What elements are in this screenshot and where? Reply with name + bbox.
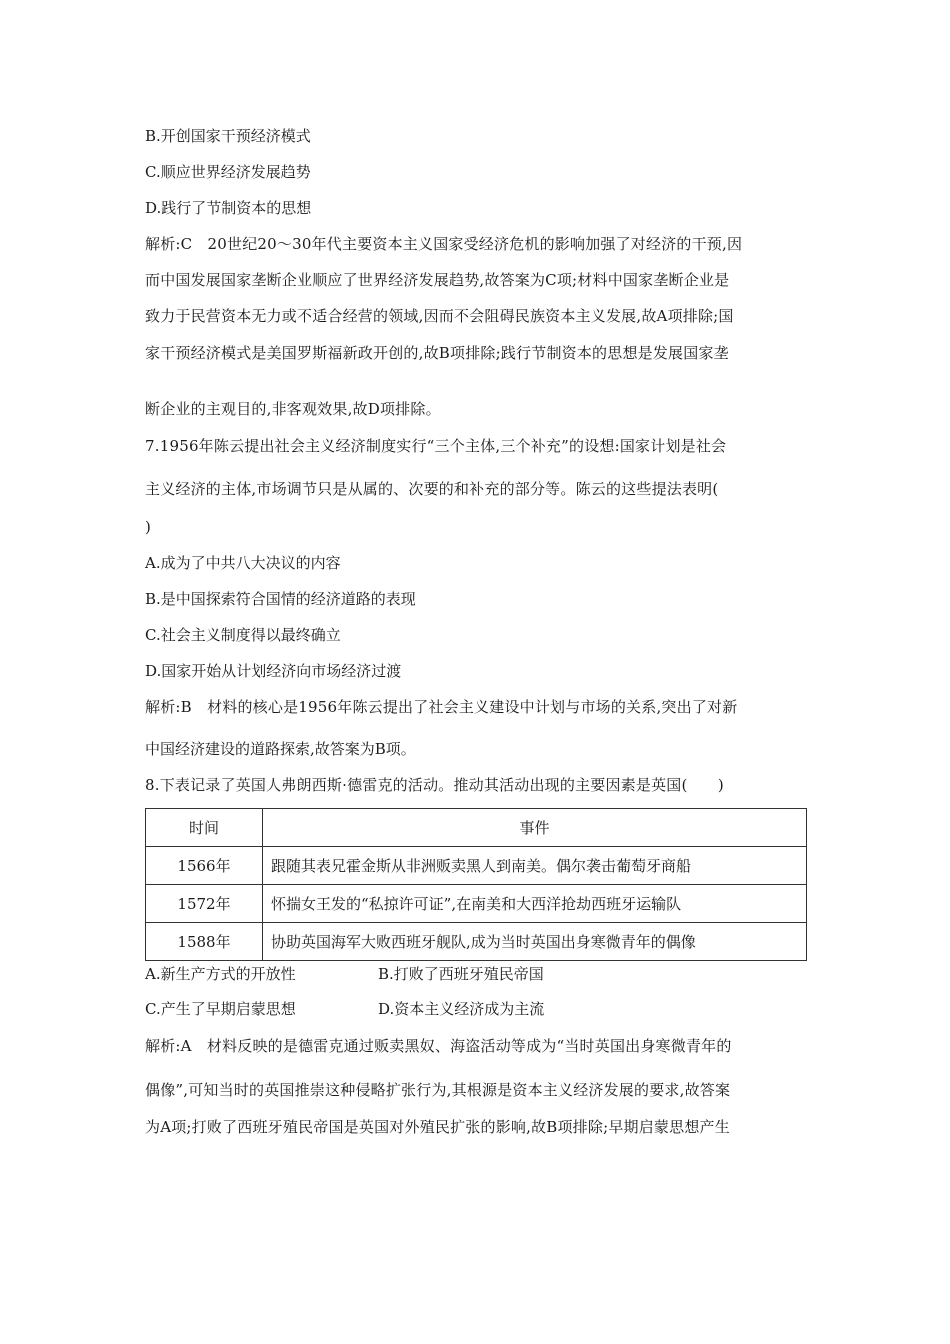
table-header-time: 时间 xyxy=(146,809,263,847)
q8-stem: 8.下表记录了英国人弗朗西斯·德雷克的活动。推动其活动出现的主要因素是英国( ) xyxy=(145,776,724,794)
table-cell-year: 1572年 xyxy=(146,885,263,923)
q7-option-a: A.成为了中共八大决议的内容 xyxy=(145,554,341,572)
q6-analysis-line: 家干预经济模式是美国罗斯福新政开创的,故B项排除;践行节制资本的思想是发展国家垄 xyxy=(145,344,729,362)
events-table xyxy=(145,808,807,961)
table-row xyxy=(146,923,807,961)
q7-stem-line: 7.1956年陈云提出社会主义经济制度实行“三个主体,三个补充”的设想:国家计划是社会 xyxy=(145,437,727,455)
q8-option-c: C.产生了早期启蒙思想 xyxy=(145,1000,296,1018)
q8-option-d: D.资本主义经济成为主流 xyxy=(378,1000,545,1018)
q8-analysis-line: 偶像”,可知当时的英国推崇这种侵略扩张行为,其根源是资本主义经济发展的要求,故答案 xyxy=(145,1081,731,1099)
table-cell-event: 怀揣女王发的“私掠许可证”,在南美和大西洋抢劫西班牙运输队 xyxy=(263,885,807,923)
table-cell-event: 跟随其表兄霍金斯从非洲贩卖黑人到南美。偶尔袭击葡萄牙商船 xyxy=(263,847,807,885)
q7-stem-line: 主义经济的主体,市场调节只是从属的、次要的和补充的部分等。陈云的这些提法表明( xyxy=(145,480,719,498)
q8-option-b: B.打败了西班牙殖民帝国 xyxy=(378,965,544,983)
table-row xyxy=(146,847,807,885)
q7-option-b: B.是中国探索符合国情的经济道路的表现 xyxy=(145,590,416,608)
table-header-row xyxy=(146,809,807,847)
q8-analysis-line: 为A项;打败了西班牙殖民帝国是英国对外殖民扩张的影响,故B项排除;早期启蒙思想产生 xyxy=(145,1118,730,1136)
q6-option-b: B.开创国家干预经济模式 xyxy=(145,127,311,145)
table-cell-year: 1566年 xyxy=(146,847,263,885)
q8-analysis-line: 解析:A 材料反映的是德雷克通过贩卖黑奴、海盗活动等成为“当时英国出身寒微青年的 xyxy=(145,1037,732,1055)
table-cell-year: 1588年 xyxy=(146,923,263,961)
q7-analysis-line: 中国经济建设的道路探索,故答案为B项。 xyxy=(145,740,416,758)
q7-stem-line: ) xyxy=(145,518,151,536)
q6-option-d: D.践行了节制资本的思想 xyxy=(145,199,312,217)
q6-analysis-line: 致力于民营资本无力或不适合经营的领域,因而不会阻碍民族资本主义发展,故A项排除;国 xyxy=(145,307,734,325)
q7-option-d: D.国家开始从计划经济向市场经济过渡 xyxy=(145,662,402,680)
q8-option-a: A.新生产方式的开放性 xyxy=(145,965,296,983)
q6-analysis-line: 断企业的主观目的,非客观效果,故D项排除。 xyxy=(145,400,441,418)
q7-option-c: C.社会主义制度得以最终确立 xyxy=(145,626,341,644)
table-cell-event: 协助英国海军大败西班牙舰队,成为当时英国出身寒微青年的偶像 xyxy=(263,923,807,961)
q6-analysis-line: 而中国发展国家垄断企业顺应了世界经济发展趋势,故答案为C项;材料中国家垄断企业是 xyxy=(145,271,730,289)
table-header-event: 事件 xyxy=(263,809,807,847)
table-row xyxy=(146,885,807,923)
q7-analysis-line: 解析:B 材料的核心是1956年陈云提出了社会主义建设中计划与市场的关系,突出了对新 xyxy=(145,698,738,716)
q6-option-c: C.顺应世界经济发展趋势 xyxy=(145,163,311,181)
q6-analysis-line: 解析:C 20世纪20～30年代主要资本主义国家受经济危机的影响加强了对经济的干预,因 xyxy=(145,235,743,253)
